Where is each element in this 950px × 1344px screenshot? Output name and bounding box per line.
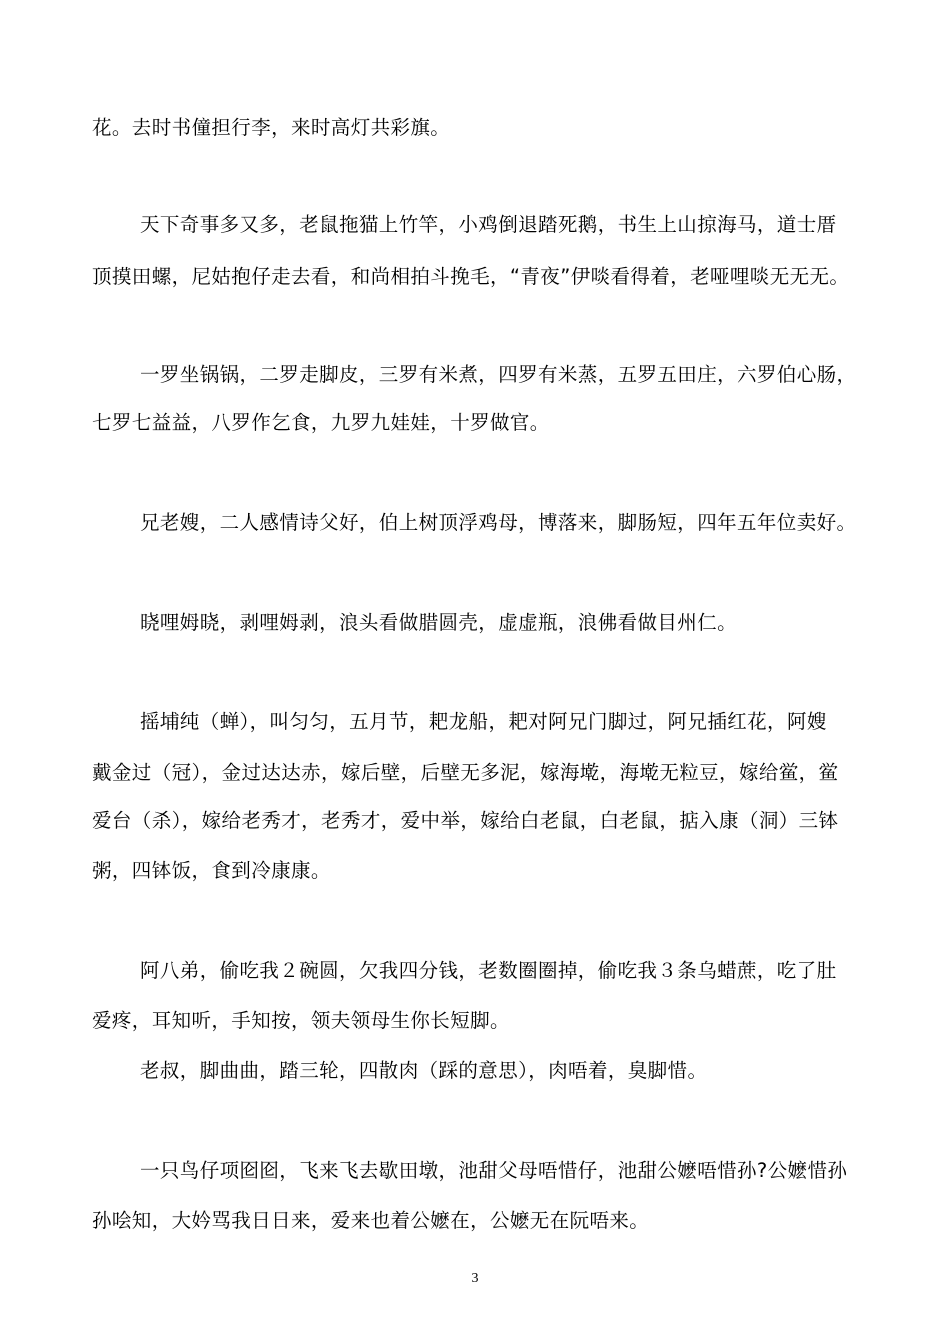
text-line: 戴金过（冠），金过达达赤，嫁后壁，后壁无多泥，嫁海墘，海墘无粒豆，嫁给鲎，鲎: [92, 761, 839, 784]
text-line: 七罗七益益，八罗作乞食，九罗九娃娃，十罗做官。: [92, 411, 550, 434]
text-line: 兄老嫂，二人感情诗父好，伯上树顶浮鸡母，博落来，脚肠短，四年五年位卖好。: [140, 511, 857, 534]
text-line: 摇埔纯（蝉），叫匀匀，五月节，耙龙船，耙对阿兄门脚过，阿兄插红花，阿嫂: [140, 710, 827, 733]
text-line: 天下奇事多又多，老鼠拖猫上竹竿，小鸡倒退踏死鹅，书生上山掠海马，道士厝: [140, 213, 837, 236]
page-number: 3: [471, 1271, 479, 1286]
text-line: 粥，四钵饭，食到冷康康。: [92, 859, 331, 882]
text-line: 老叔，脚曲曲，踏三轮，四散肉（踩的意思），肉唔着，臭脚惜。: [140, 1059, 708, 1082]
text-line: 爱台（杀），嫁给老秀才，老秀才，爱中举，嫁给白老鼠，白老鼠，掂入康（洞）三钵: [92, 809, 839, 832]
text-line: 顶摸田螺，尼姑抱仔走去看，和尚相拍斗挽毛，“青夜”伊啖看得着，老哑哩啖无无无。: [92, 265, 850, 288]
text-line: 一罗坐锅锅，二罗走脚皮，三罗有米煮，四罗有米蒸，五罗五田庄，六罗伯心肠，: [140, 363, 857, 386]
text-line: 一只鸟仔项囵囵，飞来飞去歇田墩，池甜父母唔惜仔，池甜公嬷唔惜孙?公嬷惜孙: [140, 1159, 848, 1182]
text-line: 爱疼，耳知听，手知按，领夫领母生你长短脚。: [92, 1009, 510, 1032]
text-line: 花。去时书僮担行李，来时高灯共彩旗。: [92, 116, 451, 139]
text-line: 孙哙知，大妗骂我日日来，爱来也着公嬷在，公嬷无在阮唔来。: [92, 1209, 650, 1232]
text-line: 阿八弟，偷吃我２碗圆，欠我四分钱，老数圈圈掉，偷吃我３条乌蜡蔗，吃了肚: [140, 959, 837, 982]
text-line: 晓哩姆晓，剥哩姆剥，浪头看做腊圆壳，虚虚瓶，浪佛看做目州仁。: [140, 611, 738, 634]
